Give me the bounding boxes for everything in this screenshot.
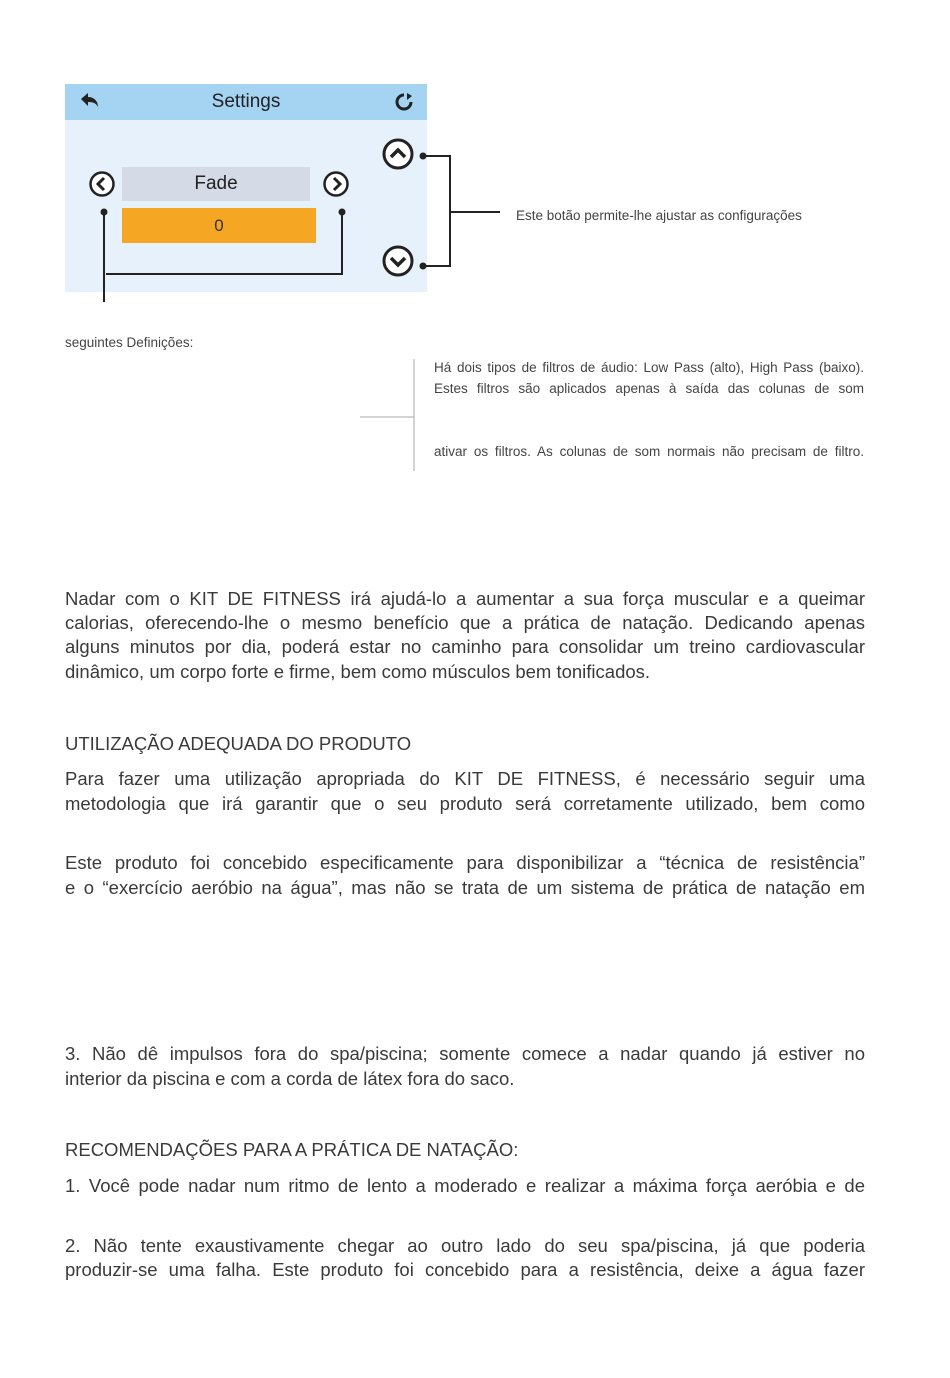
filter-note-line-1: Há dois tipos de filtros de áudio: Low Pass (alto), High Pass (baixo). xyxy=(434,360,864,375)
recommendations-heading: RECOMENDAÇÕES PARA A PRÁTICA DE NATAÇÃO: xyxy=(65,1139,519,1160)
recommendation-1: 1. Você pode nadar num ritmo de lento a moderado e realizar a máxima força aeróbia e de xyxy=(65,1175,865,1196)
adjust-callout-text: Este botão permite-lhe ajustar as configurações xyxy=(516,208,802,223)
usage-p3-line-1: 3. Não dê impulsos fora do spa/piscina; somente comece a nadar quando já estiver no xyxy=(65,1043,865,1064)
intro-line-2: calorias, oferecendo-lhe o mesmo benefício que a prática de natação. Dedicando apenas xyxy=(65,612,865,633)
definitions-lead: seguintes Definições: xyxy=(65,335,194,350)
setting-name-field: Fade xyxy=(122,167,310,201)
usage-p1-line-2: metodologia que irá garantir que o seu produto será corretamente utilizado, bem como xyxy=(65,793,865,814)
screen-title: Settings xyxy=(211,91,281,112)
usage-p2-line-2: e o “exercício aeróbio na água”, mas não se trata de um sistema de prática de natação em xyxy=(65,877,865,898)
usage-p1-line-1: Para fazer uma utilização apropriada do KIT DE FITNESS, é necessário seguir uma xyxy=(65,768,865,789)
usage-p3-line-2: interior da piscina e com a corda de látex fora do saco. xyxy=(65,1068,515,1089)
callout-lines xyxy=(0,0,950,480)
recommendation-2-line-2: produzir-se uma falha. Este produto foi concebido para a resistência, deixe a água fazer xyxy=(65,1259,865,1280)
intro-line-3: alguns minutos por dia, poderá estar no caminho para consolidar um treino cardiovascular xyxy=(65,636,865,657)
setting-value-field: 0 xyxy=(122,208,316,243)
intro-line-1: Nadar com o KIT DE FITNESS irá ajudá-lo a aumentar a sua força muscular e a queimar xyxy=(65,588,865,609)
filter-note-line-3: ativar os filtros. As colunas de som normais não precisam de filtro. xyxy=(434,444,864,459)
recommendation-2-line-1: 2. Não tente exaustivamente chegar ao outro lado do seu spa/piscina, já que poderia xyxy=(65,1235,865,1256)
filter-note-line-2: Estes filtros são aplicados apenas à saída das colunas de som xyxy=(434,381,864,396)
intro-line-4: dinâmico, um corpo forte e firme, bem como músculos bem tonificados. xyxy=(65,661,651,682)
usage-p2-line-1: Este produto foi concebido especificamente para disponibilizar a “técnica de resistência” xyxy=(65,852,865,873)
usage-heading: UTILIZAÇÃO ADEQUADA DO PRODUTO xyxy=(65,733,412,754)
